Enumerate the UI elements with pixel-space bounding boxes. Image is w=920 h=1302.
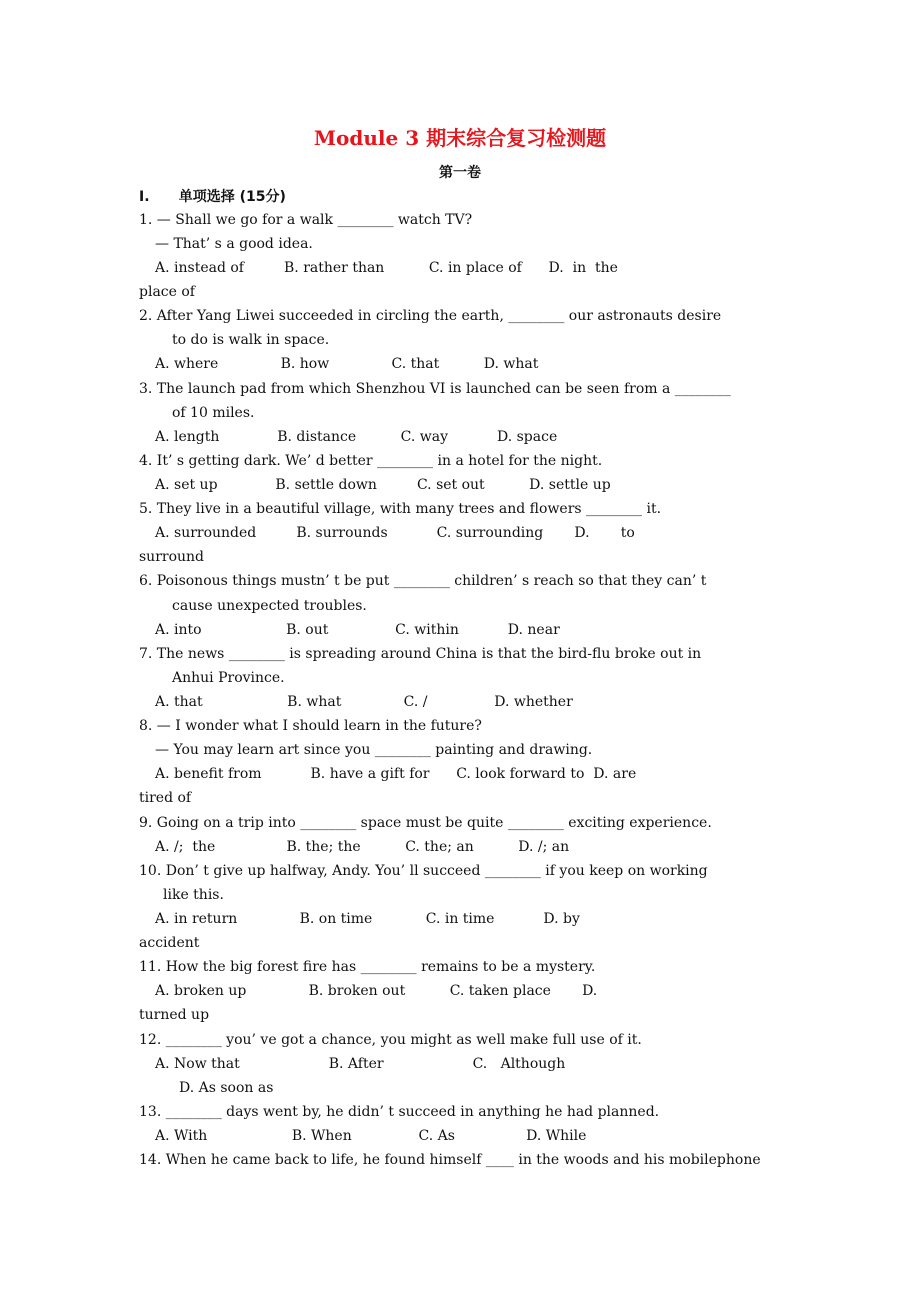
question-3: 3. The launch pad from which Shenzhou VI is launched can be seen from a ________ bbox=[139, 381, 731, 397]
question-12-options-wrap: D. As soon as bbox=[179, 1080, 274, 1096]
question-8-dialogue: — You may learn art since you ________ painting and drawing. bbox=[155, 742, 593, 758]
question-13-options: A. With B. When C. As D. While bbox=[155, 1128, 587, 1144]
section-number: I. bbox=[139, 189, 150, 205]
question-8-options: A. benefit from B. have a gift for C. look forward to D. are bbox=[155, 766, 637, 782]
question-5-options-wrap: surround bbox=[139, 549, 205, 565]
question-6-options: A. into B. out C. within D. near bbox=[155, 622, 560, 638]
question-11-options-wrap: turned up bbox=[139, 1007, 210, 1023]
question-11: 11. How the big forest fire has ________ remains to be a mystery. bbox=[139, 959, 596, 975]
question-5-options: A. surrounded B. surrounds C. surrounding D. to bbox=[155, 525, 635, 541]
question-13: 13. ________ days went by, he didn’ t succeed in anything he had planned. bbox=[139, 1104, 660, 1120]
section-heading bbox=[139, 186, 286, 206]
question-12-options: A. Now that B. After C. Although bbox=[155, 1056, 566, 1072]
question-10-options-wrap: accident bbox=[139, 935, 200, 951]
question-10-options: A. in return B. on time C. in time D. by bbox=[155, 911, 580, 927]
question-1-options-wrap: place of bbox=[139, 284, 195, 300]
question-1-options: A. instead of B. rather than C. in place of D. in the bbox=[155, 260, 618, 276]
question-6-continued: cause unexpected troubles. bbox=[172, 598, 367, 614]
question-1: 1. — Shall we go for a walk ________ watch TV? bbox=[139, 212, 473, 228]
question-8: 8. — I wonder what I should learn in the future? bbox=[139, 718, 482, 734]
question-4: 4. It’ s getting dark. We’ d better ________ in a hotel for the night. bbox=[139, 453, 603, 469]
question-10: 10. Don’ t give up halfway, Andy. You’ ll succeed ________ if you keep on working bbox=[139, 863, 708, 879]
question-7-continued: Anhui Province. bbox=[172, 670, 285, 686]
page-title: Module 3 期末综合复习检测题 bbox=[313, 126, 607, 150]
question-4-options: A. set up B. settle down C. set out D. settle up bbox=[155, 477, 611, 493]
question-3-continued: of 10 miles. bbox=[172, 405, 255, 421]
question-2-options: A. where B. how C. that D. what bbox=[155, 356, 539, 372]
question-8-options-wrap: tired of bbox=[139, 790, 192, 806]
question-7-options: A. that B. what C. / D. whether bbox=[155, 694, 573, 710]
volume-heading: 第一卷 bbox=[439, 165, 481, 181]
question-10-continued: like this. bbox=[163, 887, 224, 903]
question-9-options: A. /; the B. the; the C. the; an D. /; an bbox=[155, 839, 570, 855]
question-2-continued: to do is walk in space. bbox=[172, 332, 330, 348]
question-12: 12. ________ you’ ve got a chance, you might as well make full use of it. bbox=[139, 1032, 642, 1048]
question-5: 5. They live in a beautiful village, with many trees and flowers ________ it. bbox=[139, 501, 662, 517]
question-9: 9. Going on a trip into ________ space must be quite ________ exciting experience. bbox=[139, 815, 712, 831]
question-2: 2. After Yang Liwei succeeded in circling the earth, ________ our astronauts desire bbox=[139, 308, 722, 324]
question-3-options: A. length B. distance C. way D. space bbox=[155, 429, 558, 445]
question-7: 7. The news ________ is spreading around China is that the bird-flu broke out in bbox=[139, 646, 702, 662]
section-title: 单项选择 (15分) bbox=[178, 189, 286, 205]
question-11-options: A. broken up B. broken out C. taken place D. bbox=[155, 983, 598, 999]
question-14: 14. When he came back to life, he found himself ____ in the woods and his mobilephone bbox=[139, 1152, 761, 1168]
question-1-dialogue: — That’ s a good idea. bbox=[155, 236, 313, 252]
question-6: 6. Poisonous things mustn’ t be put ________ children’ s reach so that they can’ t bbox=[139, 573, 707, 589]
